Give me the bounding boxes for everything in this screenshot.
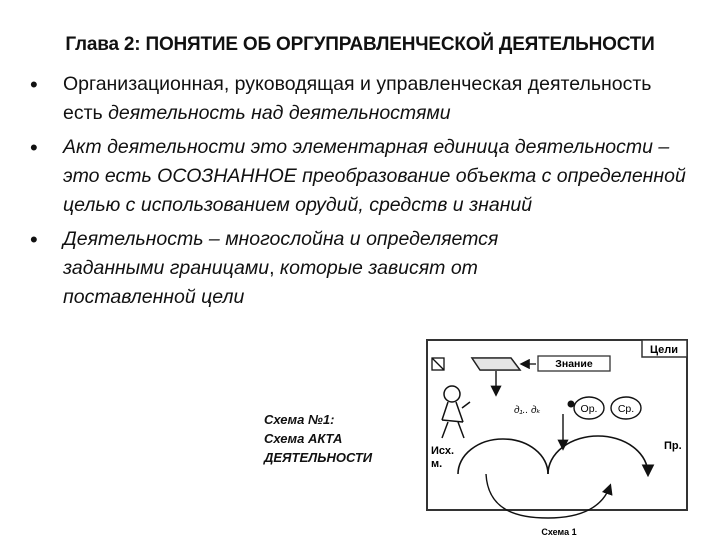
- source-label-2: м.: [431, 458, 443, 470]
- goals-box: [642, 340, 687, 357]
- bullet-2-text: Акт деятельности это элементарная единица деятельности – это есть ОСОЗНАННОЕ преобразование объекта с определенной целью с использованием орудий, средств и знаний: [63, 136, 686, 216]
- source-arc: [458, 439, 548, 474]
- bullet-1-text: Организационная, руководящая и управленческая деятельность есть: [63, 73, 652, 124]
- svg-text:Знание: Знание: [555, 358, 593, 370]
- scheme-label: Схема 1: [541, 527, 577, 537]
- bullet-1-italic: деятельность над деятельностями: [108, 102, 451, 124]
- caption-line-2: Схема АКТА: [264, 431, 343, 446]
- bullet-list: [30, 70, 690, 317]
- bullet-3-italic-end: которые зависят от поставленной цели: [63, 257, 478, 308]
- svg-text:Ср.: Ср.: [617, 403, 635, 415]
- caption-line-1: Схема №1:: [264, 412, 335, 427]
- product-label: Пр.: [664, 440, 682, 452]
- caption-line-3: ДЕЯТЕЛЬНОСТИ: [264, 450, 373, 465]
- scheme-caption: [264, 410, 404, 467]
- knowledge-box: [538, 356, 610, 371]
- means-ellipse: [611, 397, 641, 419]
- slide-title: Глава 2: ПОНЯТИЕ ОБ ОРГУПРАВЛЕНЧЕСКОЙ ДЕЯТЕЛЬНОСТИ: [65, 34, 655, 55]
- person-icon: [442, 386, 470, 438]
- bullet-3-comma: ,: [269, 257, 280, 279]
- actions-label: д₁.. дₖ: [514, 405, 541, 416]
- bullet-3-italic: Деятельность – многослойна и определяется заданными границами: [63, 228, 499, 279]
- activity-act-diagram: [418, 336, 700, 538]
- svg-text:Ор.: Ор.: [580, 403, 598, 415]
- bullet-item-3: [30, 225, 690, 312]
- bullet-item-2: [30, 133, 690, 220]
- object-square-icon: [432, 358, 444, 370]
- knowledge-parallelogram-icon: [472, 358, 520, 370]
- transformation-loop: [486, 474, 610, 518]
- source-label-1: Исх.: [431, 445, 455, 457]
- bullet-item-1: [30, 70, 690, 128]
- tools-ellipse: [574, 397, 604, 419]
- svg-text:Цели: Цели: [649, 344, 679, 356]
